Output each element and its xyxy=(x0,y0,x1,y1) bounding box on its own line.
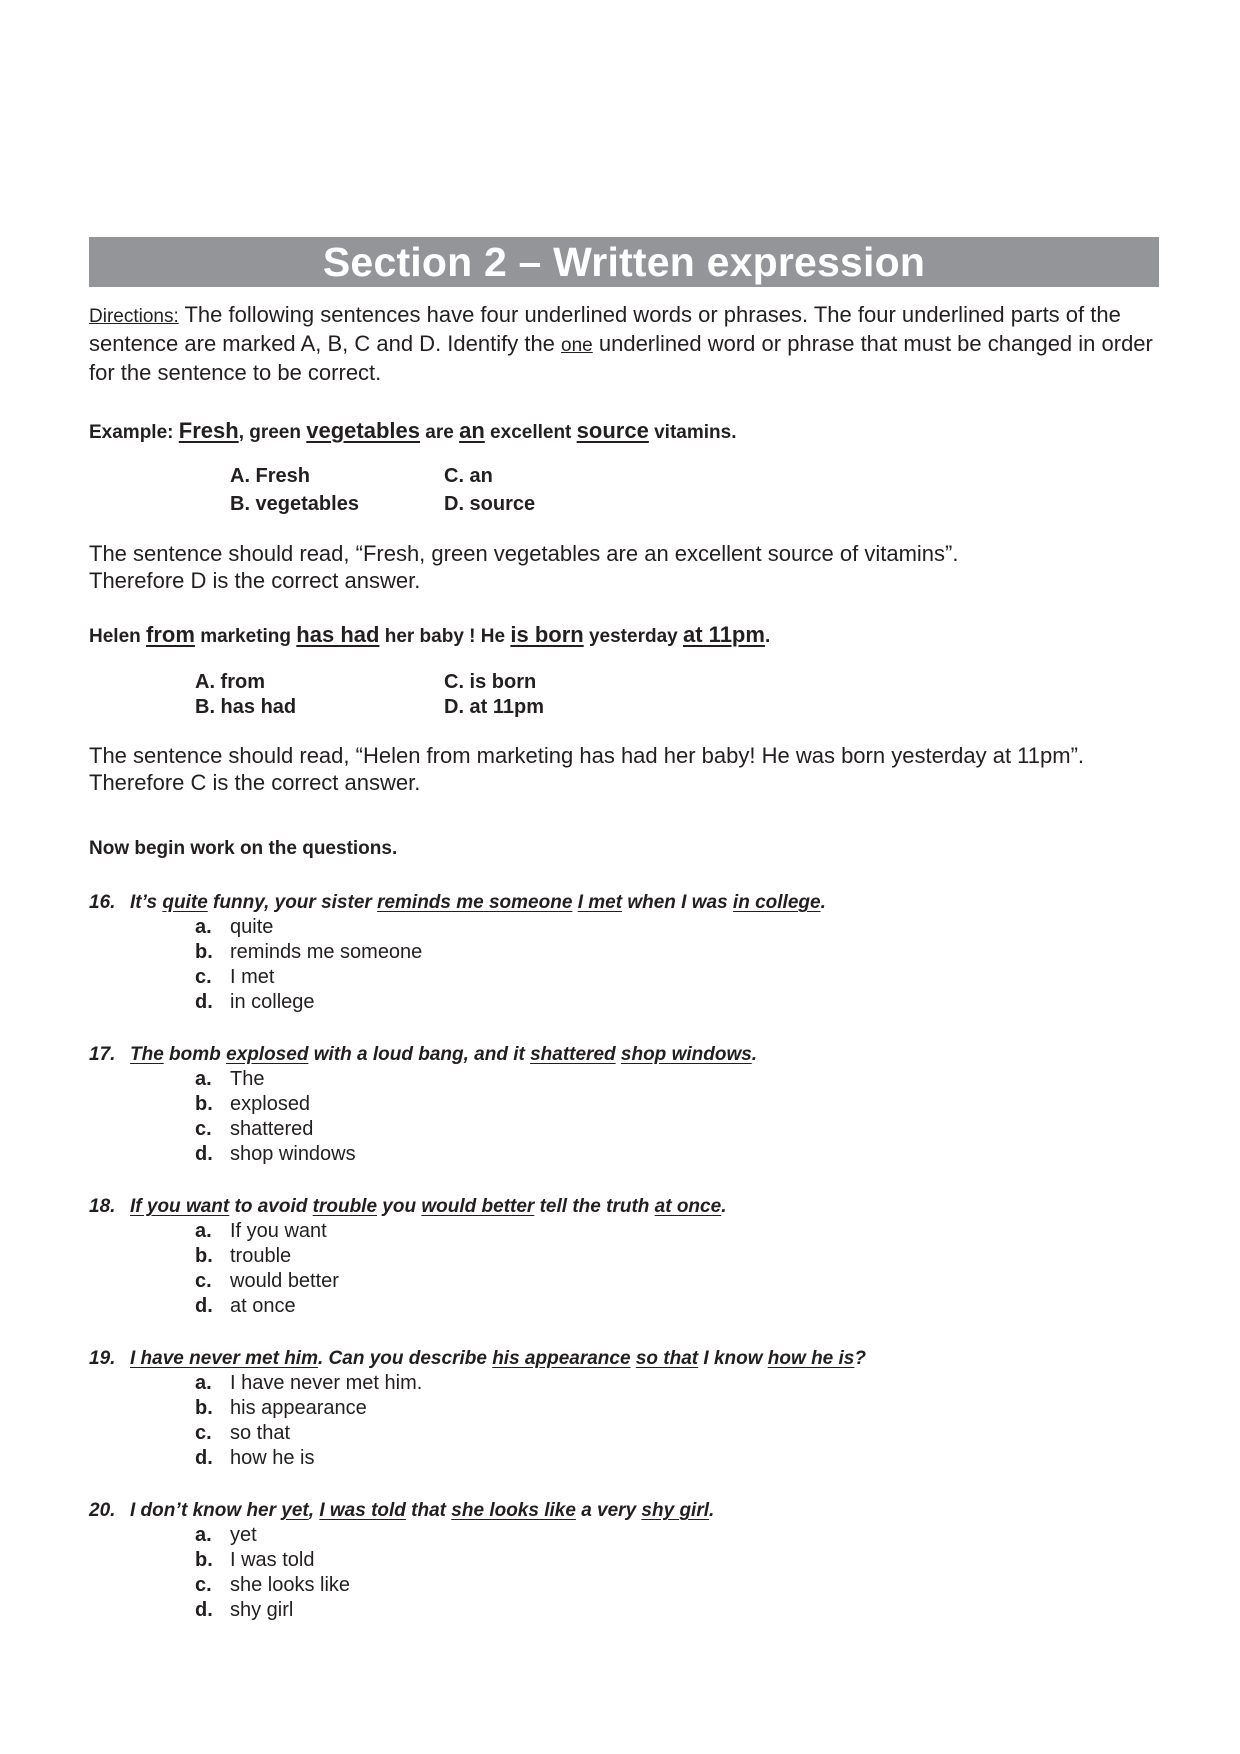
answer-choice[interactable] xyxy=(195,915,1159,940)
underlined-part: shop windows xyxy=(620,1044,752,1065)
choice-text: shop windows xyxy=(230,1143,356,1165)
underlined-part: trouble xyxy=(312,1196,378,1217)
sentence-text: . xyxy=(820,892,826,913)
explanation-line: The sentence should read, “Fresh, green vegetables are an excellent source of vitamins”. xyxy=(89,541,959,566)
underlined-part: The xyxy=(130,1044,164,1065)
choice-letter: d. xyxy=(195,1447,213,1469)
choice-text: I have never met him. xyxy=(230,1372,423,1394)
explanation-line: The sentence should read, “Helen from marketing has had her baby! He was born yesterday at 11pm”. xyxy=(89,743,1085,768)
answer-choices xyxy=(195,1067,1159,1167)
underlined-part: so that xyxy=(635,1348,699,1369)
choice-letter: b. xyxy=(195,1093,213,1115)
sentence-text: marketing xyxy=(194,626,297,647)
choice-letter: d. xyxy=(195,991,213,1013)
question-18 xyxy=(89,1194,1159,1319)
example-option-b: B. vegetables xyxy=(230,493,359,515)
question-number: 19. xyxy=(89,1348,116,1369)
choice-text: would better xyxy=(230,1270,339,1292)
underlined-part: If you want xyxy=(130,1196,230,1217)
choice-letter: c. xyxy=(195,1118,212,1140)
choice-text: she looks like xyxy=(230,1574,351,1596)
sentence-text: I know xyxy=(698,1348,768,1369)
choice-text: The xyxy=(230,1068,265,1090)
underlined-part: source xyxy=(576,418,649,443)
underlined-part: an xyxy=(459,418,485,443)
choice-text: trouble xyxy=(230,1245,292,1267)
sentence-text: . Can you describe xyxy=(317,1348,493,1369)
example2-explanation xyxy=(89,742,1159,796)
example-label: Example: xyxy=(89,422,179,443)
example2-option-c: C. is born xyxy=(444,671,537,693)
answer-choice[interactable] xyxy=(195,1067,1159,1092)
answer-choice[interactable] xyxy=(195,1396,1159,1421)
choice-letter: d. xyxy=(195,1295,213,1317)
directions xyxy=(89,301,1159,386)
answer-choices xyxy=(195,1219,1159,1319)
underlined-part: she looks like xyxy=(451,1500,576,1521)
choice-text: at once xyxy=(230,1295,296,1317)
choice-letter: b. xyxy=(195,1549,213,1571)
underlined-part: shy girl xyxy=(641,1500,709,1521)
question-number: 20. xyxy=(89,1500,116,1521)
answer-choice[interactable] xyxy=(195,1092,1159,1117)
example2-option-b: B. has had xyxy=(195,696,297,718)
sentence-text: It’s xyxy=(130,892,163,913)
answer-choices xyxy=(195,1523,1159,1623)
underlined-part: Fresh xyxy=(178,418,239,443)
section-title: Section 2 – Written expression xyxy=(89,237,1159,287)
answer-choice[interactable] xyxy=(195,1523,1159,1548)
choice-letter: c. xyxy=(195,966,212,988)
underlined-part: at 11pm xyxy=(683,622,765,647)
question-text xyxy=(130,1498,714,1523)
answer-choices xyxy=(195,915,1159,1015)
underlined-part: at once xyxy=(654,1196,722,1217)
question-number: 17. xyxy=(89,1044,116,1065)
answer-choice[interactable] xyxy=(195,1371,1159,1396)
question-text xyxy=(130,1346,866,1371)
underlined-part: how he is xyxy=(767,1348,855,1369)
sentence-text: Helen xyxy=(89,626,147,647)
question-text xyxy=(130,890,826,915)
underlined-part: vegetables xyxy=(306,418,420,443)
question-sentence xyxy=(89,1194,1159,1219)
underlined-part: I was told xyxy=(319,1500,406,1521)
sentence-text: to avoid xyxy=(229,1196,313,1217)
underlined-part: I met xyxy=(577,892,623,913)
example-options xyxy=(230,462,1159,518)
sentence-text: . xyxy=(709,1500,715,1521)
example2-option-a: A. from xyxy=(195,671,265,693)
example-option-a: A. Fresh xyxy=(230,465,311,487)
choice-text: If you want xyxy=(230,1220,327,1242)
choice-text: I met xyxy=(230,966,275,988)
question-sentence xyxy=(89,1346,1159,1371)
choice-text: in college xyxy=(230,991,315,1013)
choice-letter: d. xyxy=(195,1143,213,1165)
sentence-text: ? xyxy=(854,1348,866,1369)
example-sentence xyxy=(89,418,1159,446)
answer-choice[interactable] xyxy=(195,1117,1159,1142)
choice-letter: c. xyxy=(195,1574,212,1596)
answer-choice[interactable] xyxy=(195,940,1159,965)
sentence-text: when I was xyxy=(622,892,733,913)
choice-letter: a. xyxy=(195,1068,212,1090)
example-option-d: D. source xyxy=(444,493,536,515)
sentence-text: , xyxy=(308,1500,320,1521)
choice-letter: a. xyxy=(195,916,212,938)
underlined-part: yet xyxy=(281,1500,309,1521)
answer-choice[interactable] xyxy=(195,1294,1159,1319)
sentence-text: vitamins. xyxy=(648,422,737,443)
answer-choice[interactable] xyxy=(195,965,1159,990)
sentence-text: tell the truth xyxy=(534,1196,655,1217)
answer-choice[interactable] xyxy=(195,1421,1159,1446)
sentence-text: with a loud bang, and it xyxy=(308,1044,531,1065)
directions-text-after: underlined word or phrase that must be changed in order for the sentence to be correct. xyxy=(89,331,1153,385)
question-sentence xyxy=(89,890,1159,915)
choice-letter: b. xyxy=(195,941,213,963)
underlined-part: in college xyxy=(732,892,821,913)
answer-choice[interactable] xyxy=(195,1446,1159,1471)
answer-choice[interactable] xyxy=(195,1244,1159,1269)
choice-text: how he is xyxy=(230,1447,315,1469)
choice-letter: b. xyxy=(195,1245,213,1267)
question-text xyxy=(130,1194,726,1219)
answer-choice[interactable] xyxy=(195,1598,1159,1623)
underlined-part: would better xyxy=(421,1196,535,1217)
directions-text-before: The following sentences have four underlined words or phrases. The four underlined parts of the sentence are marked A, B, C and D. Identify the xyxy=(89,302,1121,356)
directions-emphasis: one xyxy=(561,335,593,356)
choice-letter: c. xyxy=(195,1422,212,1444)
sentence-text: are xyxy=(420,422,460,443)
choice-letter: b. xyxy=(195,1397,213,1419)
answer-choice[interactable] xyxy=(195,1548,1159,1573)
choice-letter: a. xyxy=(195,1524,212,1546)
underlined-part: shattered xyxy=(530,1044,616,1065)
choice-text: reminds me someone xyxy=(230,941,423,963)
choice-letter: c. xyxy=(195,1270,212,1292)
underlined-part: quite xyxy=(162,892,208,913)
question-number: 16. xyxy=(89,892,116,913)
choice-text: shattered xyxy=(230,1118,314,1140)
example-option-c: C. an xyxy=(444,465,493,487)
sentence-text: a very xyxy=(575,1500,642,1521)
question-sentence xyxy=(89,1498,1159,1523)
sentence-text: , green xyxy=(238,422,307,443)
example2-sentence xyxy=(89,622,1159,650)
begin-instruction: Now begin work on the questions. xyxy=(89,838,398,859)
explanation-line: Therefore C is the correct answer. xyxy=(89,770,421,795)
question-19 xyxy=(89,1346,1159,1471)
choice-text: his appearance xyxy=(230,1397,367,1419)
answer-choice[interactable] xyxy=(195,1573,1159,1598)
underlined-part: his appearance xyxy=(492,1348,631,1369)
answer-choice[interactable] xyxy=(195,1269,1159,1294)
question-sentence xyxy=(89,1042,1159,1067)
sentence-text: her baby ! He xyxy=(379,626,511,647)
question-text xyxy=(130,1042,757,1067)
sentence-text: excellent xyxy=(484,422,577,443)
question-16 xyxy=(89,890,1159,1015)
sentence-text: funny, your sister xyxy=(207,892,378,913)
sentence-text: yesterday xyxy=(583,626,683,647)
underlined-part: has had xyxy=(296,622,380,647)
choice-text: I was told xyxy=(230,1549,315,1571)
answer-choice[interactable] xyxy=(195,990,1159,1015)
underlined-part: is born xyxy=(510,622,584,647)
choice-text: explosed xyxy=(230,1093,311,1115)
sentence-text: bomb xyxy=(163,1044,227,1065)
sentence-text: you xyxy=(377,1196,422,1217)
underlined-part: explosed xyxy=(226,1044,309,1065)
choice-text: so that xyxy=(230,1422,291,1444)
choice-letter: d. xyxy=(195,1599,213,1621)
example-explanation xyxy=(89,540,1159,594)
sentence-text: I don’t know her xyxy=(130,1500,282,1521)
choice-letter: a. xyxy=(195,1220,212,1242)
sentence-text: . xyxy=(721,1196,727,1217)
choice-letter: a. xyxy=(195,1372,212,1394)
underlined-part: reminds me someone xyxy=(377,892,573,913)
directions-label: Directions: xyxy=(89,306,179,327)
underlined-part: from xyxy=(146,622,195,647)
choice-text: quite xyxy=(230,916,274,938)
question-17 xyxy=(89,1042,1159,1167)
underlined-part: I have never met him xyxy=(130,1348,318,1369)
choice-text: yet xyxy=(230,1524,257,1546)
example2-option-d: D. at 11pm xyxy=(444,696,545,718)
answer-choice[interactable] xyxy=(195,1142,1159,1167)
sentence-text: that xyxy=(405,1500,452,1521)
sentence-text: . xyxy=(751,1044,758,1065)
explanation-line: Therefore D is the correct answer. xyxy=(89,568,421,593)
question-number: 18. xyxy=(89,1196,116,1217)
answer-choices xyxy=(195,1371,1159,1471)
question-20 xyxy=(89,1498,1159,1623)
page xyxy=(89,237,1159,1623)
sentence-text: . xyxy=(764,626,771,647)
answer-choice[interactable] xyxy=(195,1219,1159,1244)
choice-text: shy girl xyxy=(230,1599,294,1621)
example2-options xyxy=(195,670,1159,720)
